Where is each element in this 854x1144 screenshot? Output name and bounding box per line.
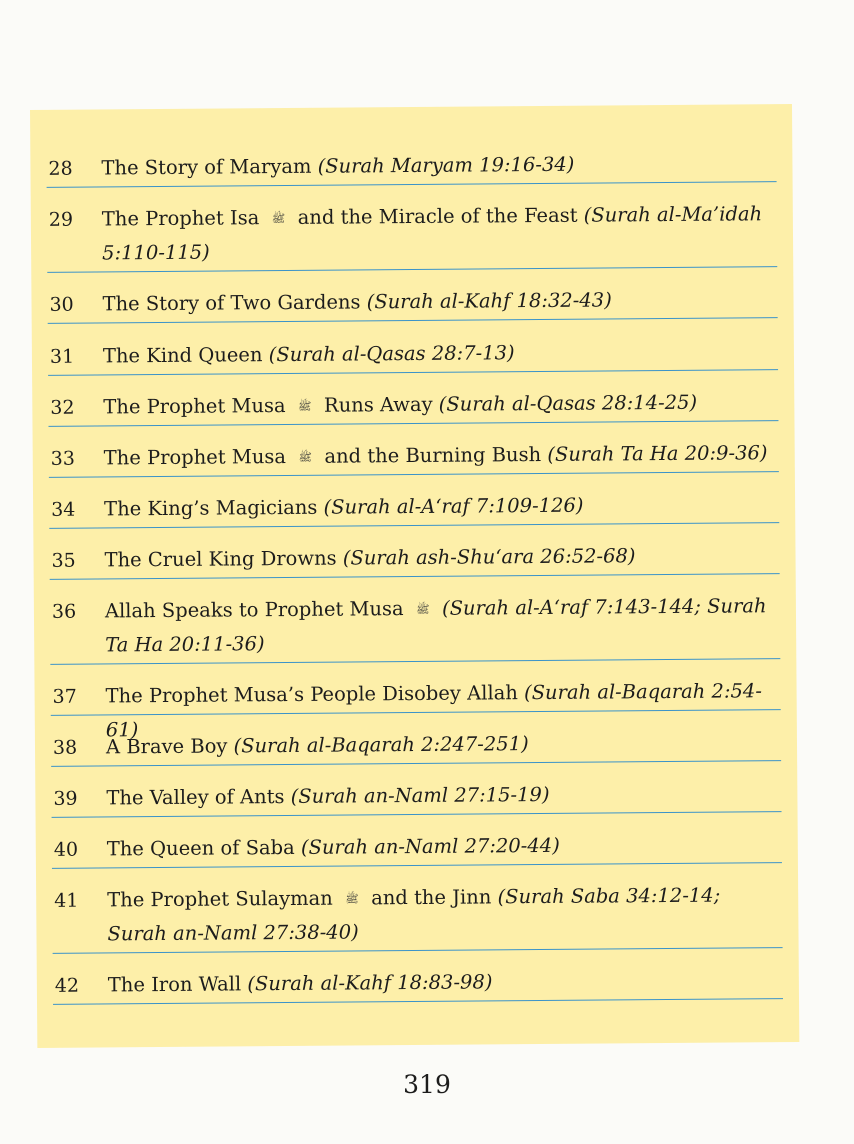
entry-number: 38 xyxy=(52,736,78,759)
entry-reference: (Surah Saba 34:12-14; Surah an-Naml 27:38-40) xyxy=(107,883,721,946)
entry-text xyxy=(106,776,775,815)
entry-reference: (Surah an-Naml 27:20-44) xyxy=(300,833,560,859)
list-item xyxy=(50,674,780,742)
entry-reference: (Surah Ta Ha 20:9-36) xyxy=(547,441,768,466)
entry-title: The Prophet Sulayman xyxy=(107,886,333,912)
entry-reference: (Surah al-Qasas 28:14-25) xyxy=(438,390,698,416)
entry-number: 31 xyxy=(49,345,75,368)
entry-number: 36 xyxy=(51,600,77,623)
entry-text xyxy=(104,538,773,577)
entry-number: 41 xyxy=(54,889,79,912)
entry-title: The Prophet Isa xyxy=(101,206,260,231)
list-item xyxy=(52,827,782,869)
entry-title: The Prophet Musa’s People Disobey Allah xyxy=(105,681,518,708)
entry-title-continued: and the Burning Bush xyxy=(324,442,542,468)
peace-be-upon-him-icon: ﷺ xyxy=(416,602,430,616)
peace-be-upon-him-icon: ﷺ xyxy=(298,399,312,413)
entry-number: 28 xyxy=(48,157,73,180)
contents-panel xyxy=(30,104,799,1048)
entry-text xyxy=(104,436,773,475)
list-item xyxy=(48,334,778,376)
list-item xyxy=(50,589,781,665)
entry-reference: (Surah al-Qasas 28:7-13) xyxy=(268,341,515,367)
entry-reference: (Surah al-Kahf 18:32-43) xyxy=(366,288,612,314)
entry-title: The Kind Queen xyxy=(102,343,263,368)
entry-text xyxy=(104,487,773,526)
entry-reference: (Surah al-A‘raf 7:109-126) xyxy=(323,493,584,519)
entry-number: 40 xyxy=(53,838,79,861)
entry-number: 34 xyxy=(51,498,76,521)
list-item xyxy=(49,436,779,478)
entry-title: The Cruel King Drowns xyxy=(104,546,337,572)
entry-number: 33 xyxy=(50,447,76,470)
entry-title: The Iron Wall xyxy=(107,972,242,997)
entry-reference: (Surah al-Baqarah 2:54-61) xyxy=(105,679,762,742)
entry-title: The Story of Two Gardens xyxy=(102,290,361,316)
entry-title-continued: and the Jinn xyxy=(371,885,492,910)
entry-title: The King’s Magicians xyxy=(104,495,318,521)
entry-title-continued: Runs Away xyxy=(323,392,433,417)
entry-number: 37 xyxy=(52,685,77,708)
list-item xyxy=(47,282,777,324)
entry-reference: (Surah al-Baqarah 2:247-251) xyxy=(233,732,529,758)
list-item xyxy=(47,197,778,273)
entry-text xyxy=(107,878,777,951)
entry-title: The Queen of Saba xyxy=(106,835,295,861)
entry-text xyxy=(101,146,770,185)
entry-text xyxy=(105,589,775,662)
entry-number: 30 xyxy=(49,293,74,316)
entry-text xyxy=(106,725,775,764)
entry-text xyxy=(107,827,776,866)
peace-be-upon-him-icon: ﷺ xyxy=(271,211,286,226)
peace-be-upon-him-icon: ﷺ xyxy=(298,450,312,464)
entry-text xyxy=(108,963,777,1002)
page-number: 319 xyxy=(403,1070,451,1099)
entry-reference: (Surah ash-Shu‘ara 26:52-68) xyxy=(342,544,636,570)
list-item xyxy=(49,487,779,529)
entry-text xyxy=(102,197,772,270)
entry-number: 35 xyxy=(51,549,76,572)
entry-reference: (Surah al-Ma’idah 5:110-115) xyxy=(102,202,763,265)
entry-text xyxy=(103,385,772,424)
entry-text xyxy=(102,282,771,321)
entry-text xyxy=(103,334,772,373)
entry-number: 29 xyxy=(48,208,74,231)
entry-title: A Brave Boy xyxy=(105,734,228,759)
entry-title: The Story of Maryam xyxy=(101,154,312,180)
entry-title-continued: and the Miracle of the Feast xyxy=(297,203,578,229)
list-item xyxy=(48,385,778,427)
entry-number: 39 xyxy=(53,787,78,810)
list-item xyxy=(53,963,783,1005)
entry-reference: (Surah Maryam 19:16-34) xyxy=(317,152,575,178)
list-item xyxy=(46,146,776,188)
entry-title: The Valley of Ants xyxy=(106,785,285,810)
list-item xyxy=(52,878,783,954)
entry-title: The Prophet Musa xyxy=(103,394,286,419)
entry-reference: (Surah al-A‘raf 7:143-144; Surah Ta Ha 20:11-36) xyxy=(105,594,767,657)
entry-title: The Prophet Musa xyxy=(103,445,287,470)
entry-number: 32 xyxy=(50,396,75,419)
list-item xyxy=(51,776,781,818)
entry-number: 42 xyxy=(54,974,80,997)
entry-reference: (Surah an-Naml 27:15-19) xyxy=(290,782,550,808)
peace-be-upon-him-icon: ﷺ xyxy=(345,892,359,906)
entry-title: Allah Speaks to Prophet Musa xyxy=(104,597,404,623)
entry-reference: (Surah al-Kahf 18:83-98) xyxy=(247,970,493,996)
list-item xyxy=(49,538,779,580)
list-item xyxy=(51,725,781,767)
